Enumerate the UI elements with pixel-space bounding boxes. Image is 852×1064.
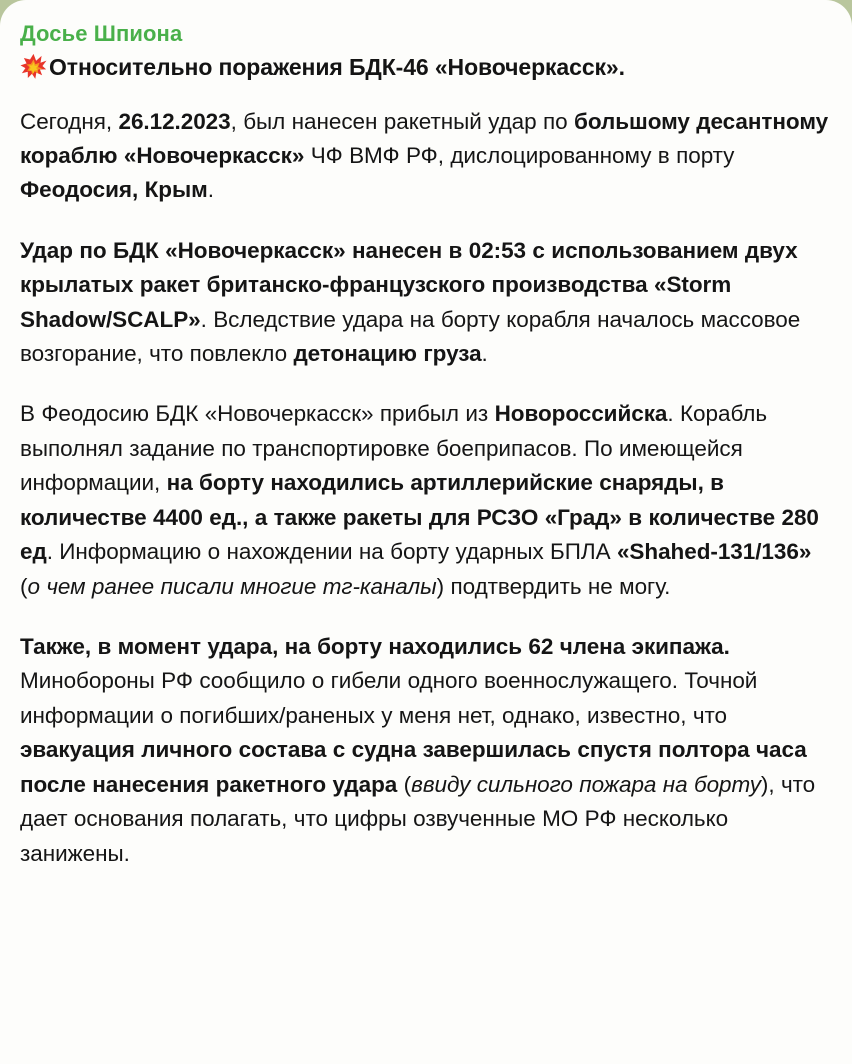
paragraph [20,630,832,871]
collision-explosion-emoji [20,53,47,82]
paragraph [20,105,832,208]
text-run-bold: 26.12.2023 [118,108,231,134]
post-headline [20,53,832,83]
text-run-regular: . [207,177,214,203]
text-run-regular: . Корабль выполнял задание по транспортировке боеприпасов. По имеющейся информации, [20,401,768,496]
paragraph [20,234,832,372]
text-run-regular: ( [397,771,412,797]
text-run-regular: ), что дает основания полагать, что цифры озвученные МО РФ несколько занижены. [20,771,816,866]
text-run-regular: Сегодня, [20,108,119,134]
text-run-bold: большому десантному кораблю «Новочеркасск» [20,108,829,168]
text-run-regular: В Феодосию БДК «Новочеркасск» прибыл из [20,401,495,427]
text-run-italic: о чем ранее писали многие тг-каналы [27,573,437,599]
text-run-regular: ) подтвердить не могу. [436,573,671,599]
channel-name[interactable]: Досье Шпиона [20,21,183,46]
text-run-regular: Минобороны РФ сообщило о гибели одного военнослужащего. Точной информации о погибших/раненых у меня нет, однако, известно, что [20,668,758,728]
post-headline-text: Относительно поражения БДК-46 «Новочеркасск». [49,53,625,80]
text-run-bold: Удар по БДК «Новочеркасск» нанесен в 02:53 с использованием двух крылатых ракет британско-французского производства «Storm Shadow/SCALP» [20,237,798,332]
text-run-regular: . Вследствие удара на борту корабля началось массовое возгорание, что повлекло [20,306,801,367]
paragraph [20,397,832,604]
text-run-bold: эвакуация личного состава с судна завершилась спустя полтора часа после нанесения ракетного удара [20,737,807,797]
text-run-regular: . Информацию о нахождении на борту ударных БПЛА [46,539,617,565]
text-run-bold: Феодосия, Крым [20,177,208,203]
text-run-regular: ( [20,573,28,599]
text-run-italic: ввиду сильного пожара на борту [411,771,761,797]
text-run-regular: ЧФ ВМФ РФ, дислоцированному в порту [304,142,735,168]
text-run-bold: на борту находились артиллерийские снаряды, в количестве 4400 ед., а также ракеты для РСЗО «Град» в количестве 280 ед [20,470,819,565]
post-body [20,105,832,871]
text-run-bold: Также, в момент удара, на борту находились 62 члена экипажа. [20,634,730,659]
text-run-bold: Новороссийска [494,401,668,427]
text-run-regular: . [481,341,488,367]
text-run-regular: , был нанесен ракетный удар по [230,108,574,134]
text-run-bold: детонацию груза [293,341,482,367]
text-run-bold: «Shahed-131/136» [616,539,812,565]
